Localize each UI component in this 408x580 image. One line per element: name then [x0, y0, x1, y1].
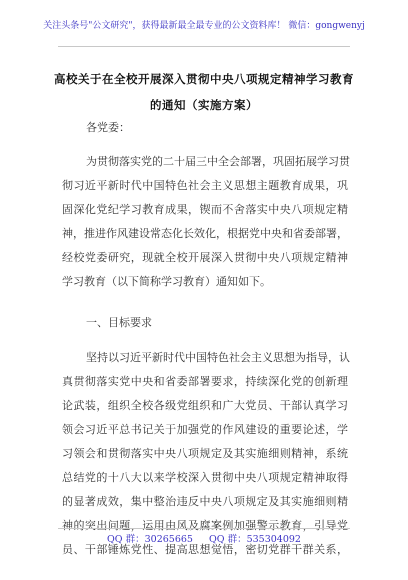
paragraph-line: 的显著成效，集中整治违反中央八项规定及其实施细则精 [62, 495, 348, 508]
paragraph-line: 神，推进作风建设常态化长效化，根据党中央和省委部署， [62, 227, 348, 240]
title-line: 的通知（实施方案） [150, 98, 258, 112]
salutation: 各党委： [86, 121, 130, 134]
paragraph-line: 经校党委研究，现就全校开展深入贯彻中央八项规定精神 [62, 251, 348, 264]
footer-contact [0, 533, 408, 547]
paragraph-line: 论武装，组织全校各级党组织和广大党员、干部认真学习 [62, 399, 348, 412]
header-divider [58, 46, 350, 47]
footer-divider [58, 528, 350, 529]
paragraph-line: 彻习近平新时代中国特色社会主义思想主题教育成果，巩 [62, 179, 348, 192]
section-heading-goals: 一、目标要求 [86, 316, 152, 329]
paragraph-line: 领会习近平总书记关于加强党的作风建设的重要论述，学 [62, 423, 348, 436]
paragraph-line: 学习教育（以下简称学习教育）通知如下。 [62, 275, 271, 288]
header-promo-note: 关注头条号"公文研究"，获得最新最全最专业的公文资料库！ 微信：gongwenyj [43, 21, 365, 31]
paragraph-line: 总结党的十八大以来学校深入贯彻中央八项规定精神取得 [62, 471, 348, 484]
paragraph-line: 为贯彻落实党的二十届三中全会部署，巩固拓展学习贯 [86, 155, 350, 168]
paragraph-intro [62, 150, 348, 294]
paragraph-line: 员、干部锤炼党性、提高思想觉悟，密切党群干群关系， [62, 543, 348, 556]
paragraph-line: 真贯彻落实党中央和省委部署要求，持续深化党的创新理 [62, 375, 348, 388]
footer-qq-group-1: QQ 群：30265665 [107, 534, 193, 545]
footer-qq-group-2: QQ 群：535304092 [208, 534, 301, 545]
document-title [50, 66, 358, 118]
paragraph-line: 坚持以习近平新时代中国特色社会主义思想为指导，认 [86, 351, 350, 364]
paragraph-goals [62, 346, 348, 562]
paragraph-line: 习领会和贯彻落实中央八项规定及其实施细则精神，系统 [62, 447, 348, 460]
paragraph-line: 神的突出问题，运用由风及腐案例加强警示教育，引导党 [62, 519, 348, 532]
paragraph-line: 固深化党纪学习教育成果，锲而不舍落实中央八项规定精 [62, 203, 348, 216]
title-line: 高校关于在全校开展深入贯彻中央八项规定精神学习教育 [54, 72, 354, 86]
